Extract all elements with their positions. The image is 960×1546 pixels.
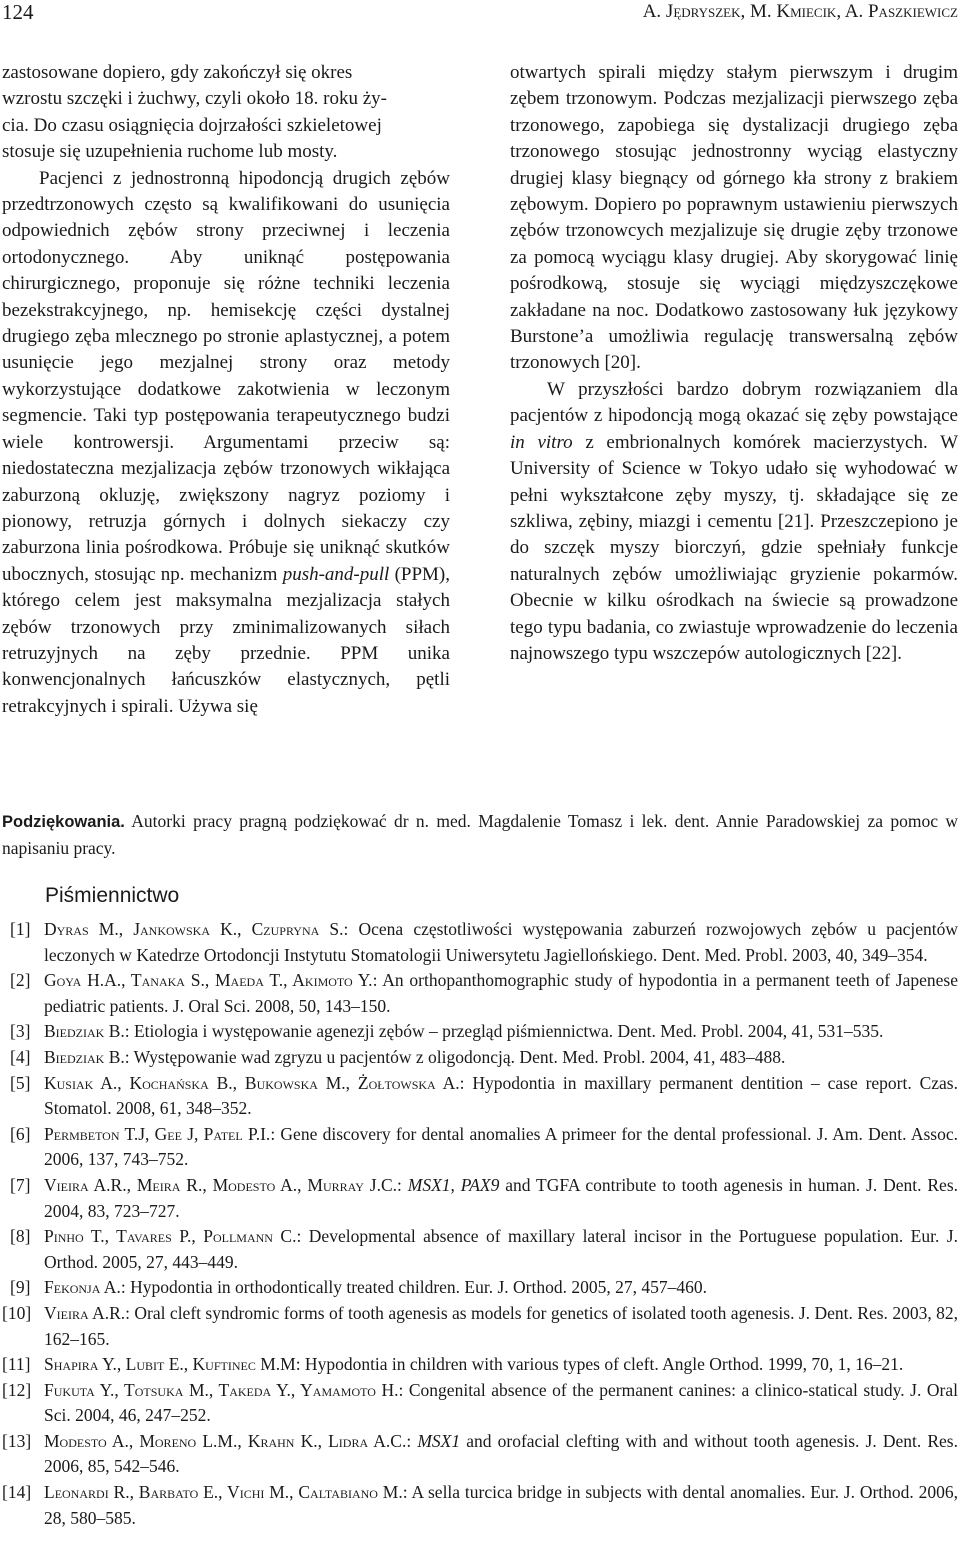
reference-item — [0, 1045, 958, 1071]
reference-text: : An orthopanthomographic study of hypodontia in a permanent teeth of Japenese pediatric patients. J. Oral Sci. 2008, 50, 143–150. — [44, 970, 958, 1016]
reference-authors: Fekonja A. — [44, 1277, 121, 1298]
reference-number: [1] — [10, 919, 31, 939]
reference-authors: Leonardi R., Barbato E., Vichi M., Caltabiano M. — [44, 1482, 403, 1503]
gene-name: PAX9 — [460, 1174, 500, 1195]
reference-authors: Biedziak B. — [44, 1021, 125, 1042]
acknowledgements — [2, 808, 958, 861]
reference-item — [0, 917, 958, 968]
reference-authors: Biedziak B. — [44, 1046, 125, 1067]
reference-item — [0, 1275, 958, 1301]
reference-number: [10] — [2, 1302, 32, 1323]
text-run: Pacjenci z jednostronną hipodoncją drugich zębów przedtrzonowych często są kwalifikowani do usunięcia odpowiednich zębów strony przeciwnej i leczenia ortodonycznego. Aby uniknąć postępowania chirurgicznego, proponuje się różne techniki leczenia bezekstrakcyjnego, np. hemisekcję części dystalnej drugiego zęba mlecznego po stronie aplastycznej, a potem usunięcie jego mezjalnej strony oraz metody wykorzystujące dodatkowe zakotwienia w leczonym segmencie. Taki typ postępowania terapeutycznego budzi wiele kontrowersji. Argumentami przeciw są: niedostateczna mezjalizacja zębów trzonowych wikłająca zaburzoną okluzję, zwiększony nagryz poziomy i pionowy, retruzja górnych i dolnych siekaczy czy zaburzona linia pośrodkowa. Próbuje się uniknąć skutków ubocznych, stosując np. mechanizm — [2, 167, 450, 585]
reference-text: and TGFA contribute to tooth agenesis in human. J. Dent. Res. 2004, 83, 723–727. — [44, 1174, 958, 1221]
left-paragraph-2 — [2, 166, 450, 721]
page-number: 124 — [2, 0, 34, 24]
reference-item — [0, 1122, 958, 1173]
reference-authors: Vieira A.R. — [44, 1302, 126, 1323]
right-paragraph-1: otwartych spirali między stałym pierwszym i drugim zębem trzonowym. Podczas mezjalizacji pierwszego zęba trzonowego, zapobiega się dystalizacji drugiego zęba trzonowego stosując jednostronny wyciąg elastyczny drugiej klasy biegnący od górnego kła strony z brakiem zębowym. Dopiero po poprawnym ustawieniu pierwszych zębów trzonowcych mezjalizuje się drugie zęby trzonowe za pomocą wyciągu klasy drugiej. Aby skorygować linię pośrodkową, stosuje się wyciągi międzyszczękowe zakładane na noc. Dodatkowo zastosowany łuk językowy Burstone’a umożliwia regulację transwersalną zębów trzonowych [20]. — [510, 62, 958, 374]
reference-text: : Ocena częstotliwości występowania zaburzeń rozwojowych zębów u pacjentów leczonych w Katedrze Ortodoncji Instytutu Stomatologii Uniwersytetu Jagiellońskiego. Dent. Med. Probl. 2003, 40, 349–354. — [44, 919, 958, 965]
right-paragraph-2 — [510, 377, 958, 667]
acknowledgements-text: Autorki pracy pragną podziękować dr n. med. Magdalenie Tomasz i lek. dent. Annie Paradowskiej za pomoc w napisaniu pracy. — [2, 811, 958, 858]
reference-authors: Pinho T., Tavares P., Pollmann C. — [44, 1226, 297, 1247]
reference-authors: Dyras M., Jankowska K., Czupryna S. — [44, 919, 344, 939]
text-line: wzrostu szczęki i żuchwy, czyli około 18. roku ży- — [2, 88, 387, 110]
reference-authors: Kusiak A., Kochańska B., Bukowska M., Żołtowska A. — [44, 1072, 460, 1093]
reference-number: [6] — [10, 1123, 31, 1144]
text-line: cia. Do czasu osiągnięcia dojrzałości szkieletowej — [2, 114, 382, 136]
reference-number: [8] — [10, 1226, 31, 1247]
reference-item — [0, 968, 958, 1019]
text-run: z embrionalnych komórek macierzystych. W University of Science w Tokyo udało się wyhodować w pełni wykształcone zęby myszy, tj. składające się ze szkliwa, zębiny, miazgi i cementu [21]. Przeszczepiono je do szczęk myszy biorczyń, gdzie spełniały funkcje naturalnych zębów umożliwiając gryzienie pokarmów. Obecnie w kilku ośrodkach na świecie są prowadzone tego typu badania, co zwiastuje wprowadzenie do leczenia najnowszego typu wszczepów autologicznych [22]. — [510, 431, 958, 664]
reference-text: : A sella turcica bridge in subjects with dental anomalies. Eur. J. Orthod. 2006, 28, 580–585. — [44, 1482, 958, 1528]
reference-authors: Goya H.A., Tanaka S., Maeda T., Akimoto Y. — [44, 970, 373, 991]
reference-item — [0, 1019, 958, 1045]
text-line: stosuje się uzupełnienia ruchome lub mosty. — [2, 141, 338, 163]
reference-number: [4] — [10, 1046, 31, 1067]
reference-number: [11] — [2, 1354, 31, 1375]
reference-item — [0, 1071, 958, 1122]
reference-number: [2] — [10, 970, 31, 991]
reference-text: : — [397, 1174, 408, 1195]
left-column — [2, 60, 450, 720]
reference-authors: Vieira A.R., Meira R., Modesto A., Murray J.C. — [44, 1174, 397, 1195]
reference-item — [0, 1173, 958, 1224]
reference-text: , — [450, 1174, 461, 1195]
text-run: (PPM), którego celem jest maksymalna mezjalizacja stałych zębów trzonowych przy zminimalizowanych siłach retruzyjnych na zęby przednie. PPM unika konwencjonalnych łańcuszków elastycznych, pętli retrakcyjnych i spirali. Używa się — [2, 563, 451, 717]
gene-name: MSX1 — [417, 1430, 461, 1451]
reference-number: [7] — [10, 1174, 31, 1195]
reference-text: : Hypodontia in maxillary permanent dentition – case report. Czas. Stomatol. 2008, 61, 348–352. — [44, 1072, 958, 1119]
reference-number: [9] — [10, 1277, 31, 1298]
reference-item — [0, 1352, 958, 1378]
reference-text: : Hypodontia in orthodontically treated children. Eur. J. Orthod. 2005, 27, 457–460. — [120, 1277, 707, 1298]
reference-authors: Modesto A., Moreno L.M., Krahn K., Lidra A.C. — [44, 1430, 407, 1451]
reference-number: [3] — [10, 1021, 31, 1042]
text-line: zastosowane dopiero, gdy zakończył się okres — [2, 62, 353, 83]
right-column — [510, 60, 958, 667]
italic-term: push-and-pull — [282, 563, 390, 585]
text-run: W przyszłości bardzo dobrym rozwiązaniem dla pacjentów z hipodoncją mogą okazać się zęby powstające — [510, 378, 958, 427]
references-title: Piśmiennictwo — [45, 884, 180, 907]
gene-name: MSX1 — [407, 1174, 451, 1195]
references-list — [0, 917, 958, 1531]
reference-text: : Występowanie wad zgryzu u pacjentów z oligodoncją. Dent. Med. Probl. 2004, 41, 483–488. — [124, 1046, 786, 1067]
reference-number: [14] — [2, 1482, 32, 1503]
reference-item — [0, 1378, 958, 1429]
reference-number: [12] — [2, 1379, 32, 1400]
reference-text: : Gene discovery for dental anomalies A primeer for the dental professional. J. Am. Dent. Assoc. 2006, 137, 743–752. — [44, 1123, 958, 1170]
reference-authors: Fukuta Y., Totsuka M., Takeda Y., Yamamoto H. — [44, 1379, 399, 1400]
reference-text: : Congenital absence of the permanent canines: a clinico-statical study. J. Oral Sci. 2004, 46, 247–252. — [44, 1379, 958, 1426]
reference-text: : Developmental absence of maxillary lateral incisor in the Portuguese population. Eur. J. Orthod. 2005, 27, 443–449. — [44, 1226, 958, 1272]
reference-item — [0, 1301, 958, 1352]
running-header — [0, 0, 960, 24]
running-head-authors: A. Jędryszek, M. Kmiecik, A. Paszkiewicz — [642, 1, 958, 22]
reference-item — [0, 1429, 958, 1480]
italic-term: in vitro — [510, 431, 573, 453]
acknowledgements-label: Podziękowania. — [2, 813, 125, 831]
reference-item — [0, 1480, 958, 1531]
reference-number: [13] — [2, 1430, 32, 1451]
reference-item — [0, 1224, 958, 1275]
reference-number: [5] — [10, 1072, 31, 1093]
reference-text: : Etiologia i występowanie agenezji zębów – przegląd piśmiennictwa. Dent. Med. Probl. 2004, 41, 531–535. — [124, 1021, 884, 1042]
reference-text: and orofacial clefting with and without tooth agenesis. J. Dent. Res. 2006, 85, 542–546. — [44, 1430, 958, 1477]
reference-text: : Hypodontia in children with various types of cleft. Angle Orthod. 1999, 70, 1, 16–21. — [295, 1354, 904, 1375]
left-paragraph-1 — [2, 60, 450, 166]
reference-text: : — [406, 1430, 418, 1451]
reference-authors: Permbeton T.J, Gee J, Patel P.I. — [44, 1123, 271, 1144]
reference-authors: Shapira Y., Lubit E., Kuftinec M.M — [44, 1354, 296, 1375]
reference-text: : Oral cleft syndromic forms of tooth agenesis as models for genetics of isolated tooth agenesis. J. Dent. Res. 2003, 82, 162–165. — [44, 1302, 958, 1349]
